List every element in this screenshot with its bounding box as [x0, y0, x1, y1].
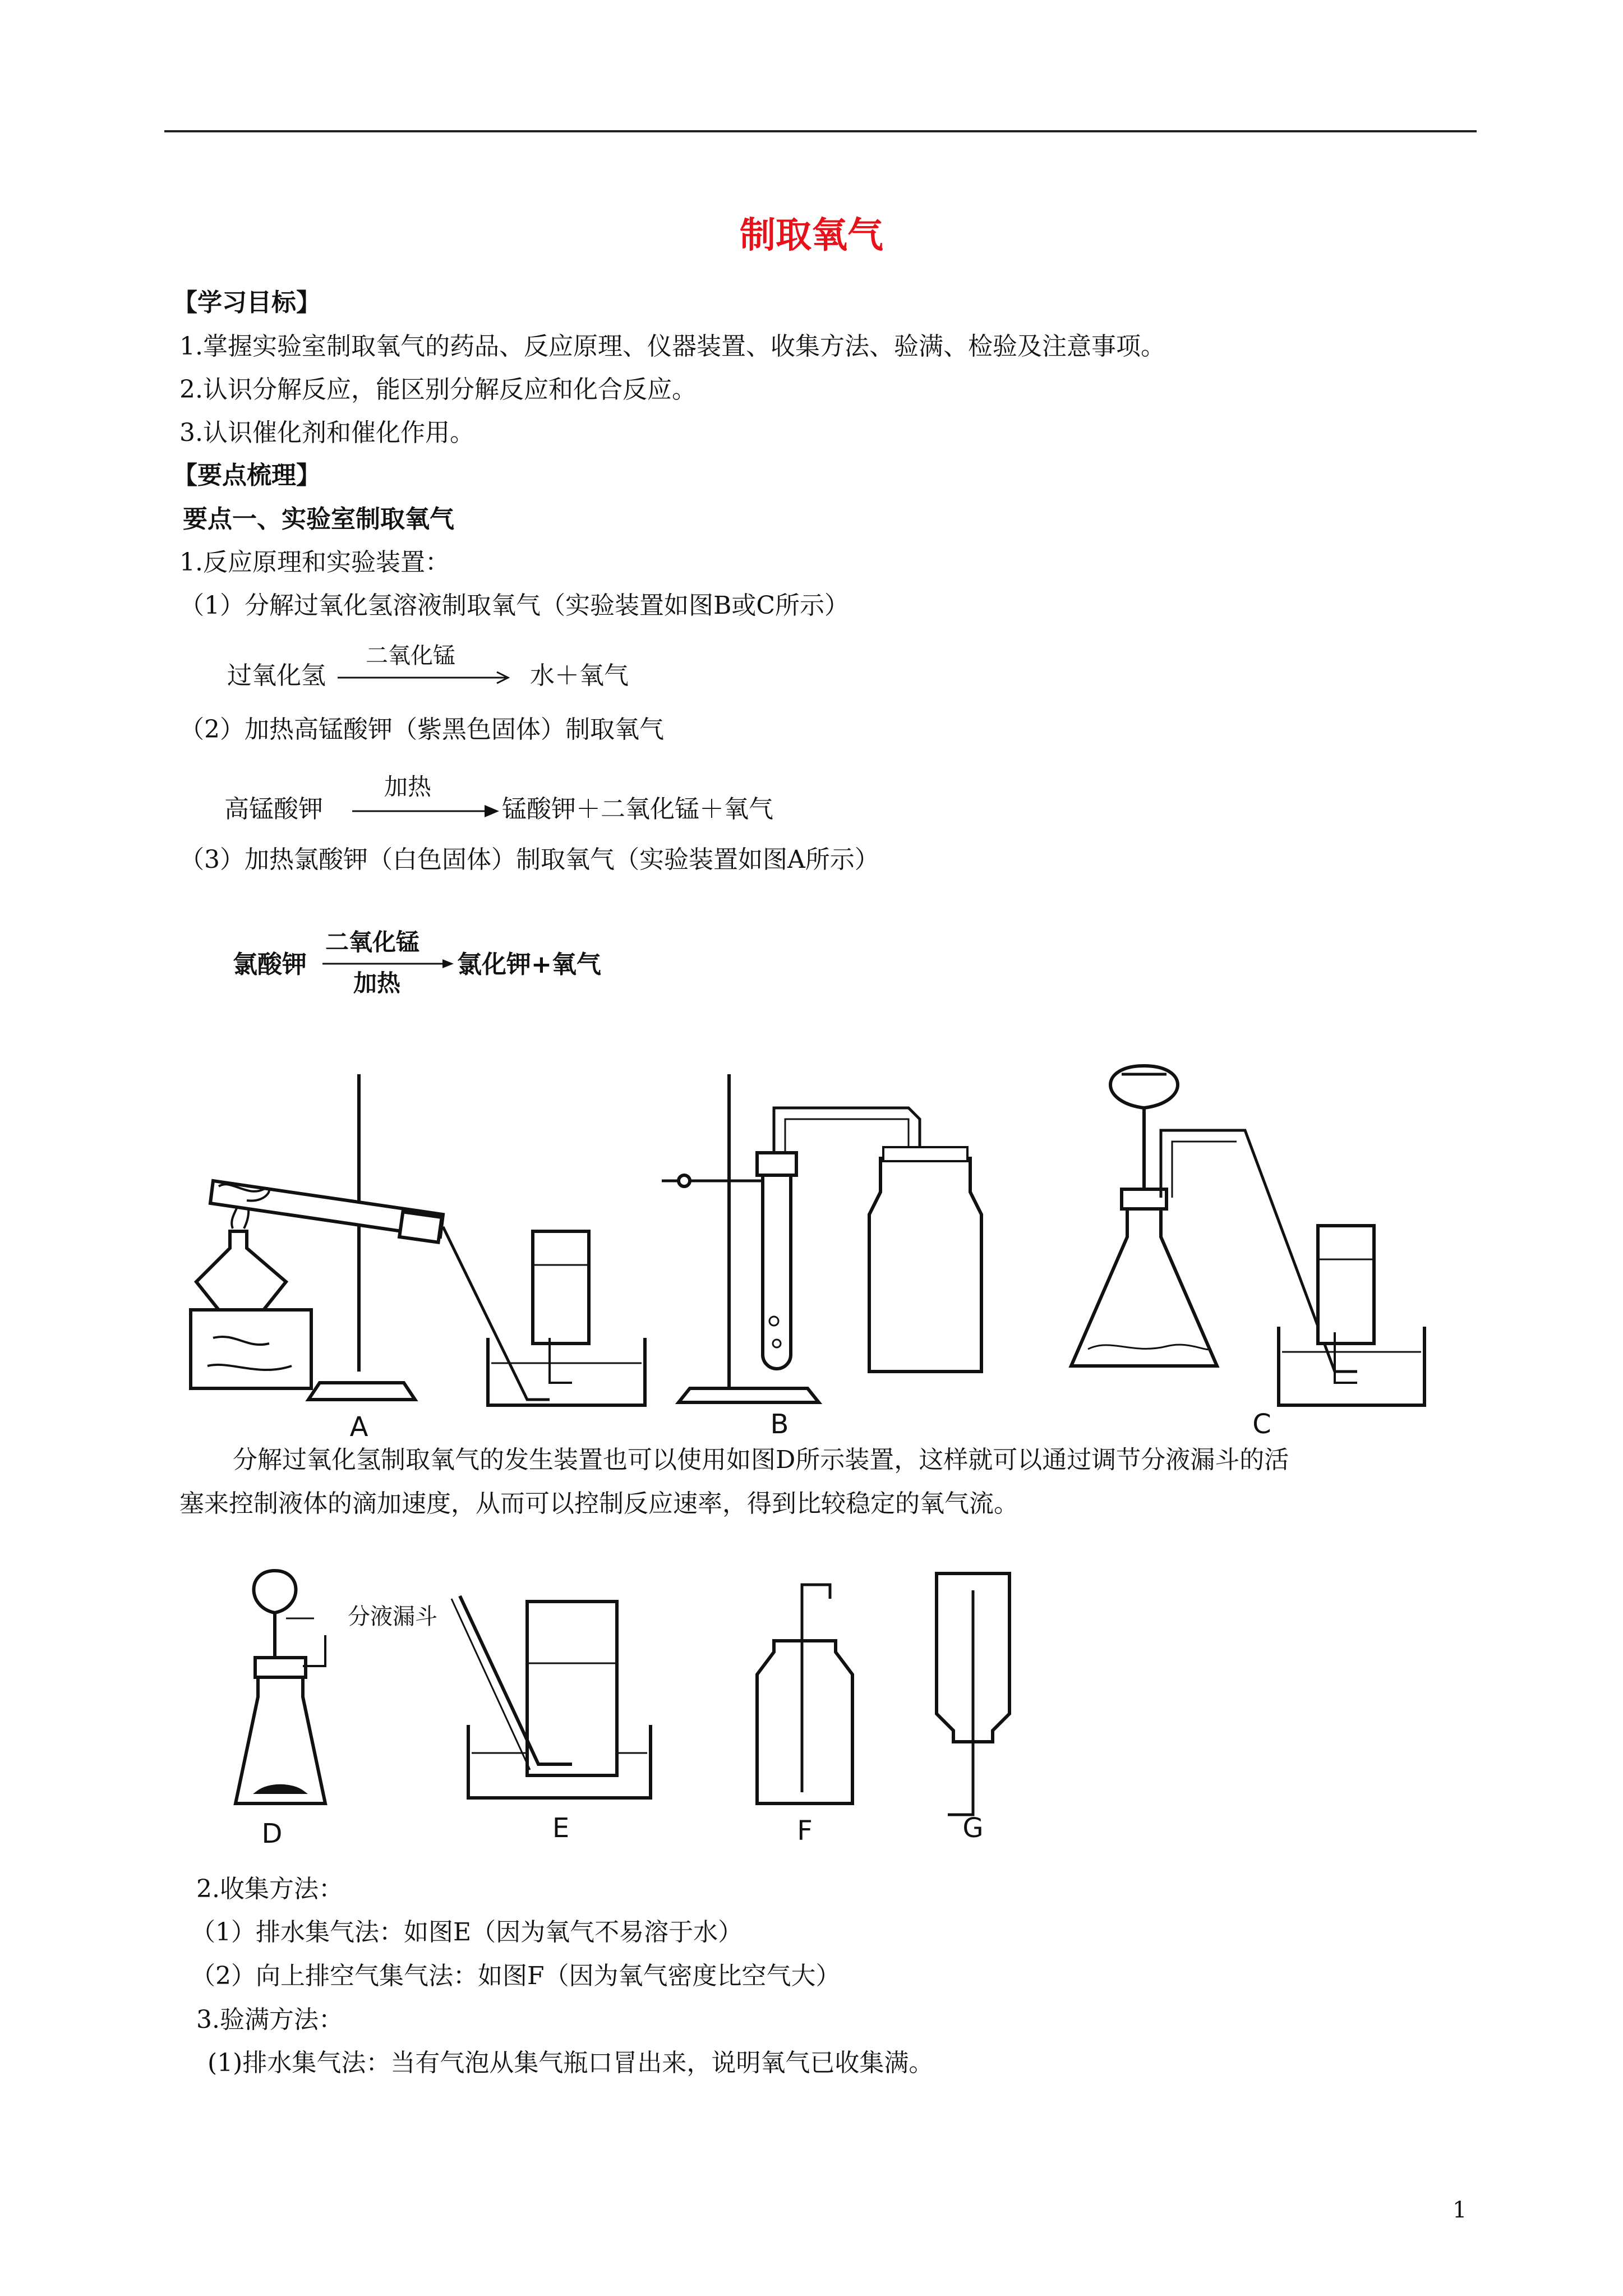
- goals-heading: 【学习目标】: [173, 288, 321, 317]
- apparatus-g: [937, 1573, 1009, 1815]
- figure-label-d: D: [261, 1818, 283, 1849]
- page-title: 制取氧气: [740, 215, 883, 256]
- apparatus-d: [236, 1571, 325, 1803]
- page-number: 1: [1453, 2197, 1467, 2223]
- paragraph-d-line-1: 分解过氧化氢制取氧气的发生装置也可以使用如图D所示装置，这样就可以通过调节分液漏斗的活: [233, 1446, 1289, 1474]
- section-2-title: 2.收集方法：: [196, 1875, 343, 1903]
- reaction-3-desc: （3）加热氯酸钾（白色固体）制取氧气（实验装置如图A所示）: [179, 845, 879, 874]
- figure-label-b: B: [770, 1409, 789, 1440]
- apparatus-c: [1071, 1066, 1424, 1405]
- eq3-condition-top: 二氧化锰: [325, 928, 420, 956]
- full-check-method-1: (1)排水集气法：当有气泡从集气瓶口冒出来，说明氧气已收集满。: [208, 2049, 934, 2077]
- section-1-title: 1.反应原理和实验装置：: [179, 548, 450, 577]
- paragraph-d-line-2: 塞来控制液体的滴加速度，从而可以控制反应速率，得到比较稳定的氧气流。: [179, 1489, 1018, 1518]
- eq2-arrow: [352, 804, 504, 818]
- eq3-condition-bottom: 加热: [353, 969, 401, 997]
- eq2-products: 锰酸钾＋二氧化锰＋氧气: [502, 795, 773, 823]
- goal-item-2: 2.认识分解反应，能区别分解反应和化合反应。: [179, 375, 697, 404]
- points-heading: 【要点梳理】: [173, 461, 321, 490]
- apparatus-a: [191, 1074, 645, 1405]
- eq2-reactant: 高锰酸钾: [224, 795, 323, 823]
- goal-item-1: 1.掌握实验室制取氧气的药品、反应原理、仪器装置、收集方法、验满、检验及注意事项。: [179, 332, 1165, 361]
- apparatus-f: [757, 1585, 852, 1803]
- apparatus-figure-abc: [179, 1069, 1436, 1443]
- apparatus-figure-defg: [224, 1568, 1290, 1854]
- subheading-1: 要点一、实验室制取氧气: [183, 505, 454, 533]
- reaction-2-desc: （2）加热高锰酸钾（紫黑色固体）制取氧气: [179, 715, 664, 744]
- figure-label-e: E: [552, 1812, 570, 1844]
- reaction-1-desc: （1）分解过氧化氢溶液制取氧气（实验装置如图B或C所示）: [179, 591, 849, 620]
- eq3-arrow: [322, 958, 460, 969]
- figure-label-g: G: [962, 1812, 984, 1844]
- figure-label-f: F: [797, 1815, 813, 1847]
- header-rule: [164, 130, 1477, 132]
- eq3-products: 氯化钾+氧气: [457, 950, 601, 979]
- eq3-reactant: 氯酸钾: [233, 950, 307, 979]
- collect-method-1: （1）排水集气法：如图E（因为氧气不易溶于水）: [191, 1918, 743, 1947]
- figure-label-a: A: [349, 1411, 368, 1443]
- eq1-condition: 二氧化锰: [366, 643, 455, 669]
- funnel-label: 分液漏斗: [348, 1604, 437, 1630]
- collect-method-2: （2）向上排空气集气法：如图F（因为氧气密度比空气大）: [191, 1962, 841, 1990]
- eq1-products: 水＋氧气: [530, 661, 629, 690]
- eq2-condition: 加热: [384, 773, 432, 800]
- figure-label-c: C: [1252, 1409, 1271, 1440]
- apparatus-e: [451, 1596, 651, 1798]
- goal-item-3: 3.认识催化剂和催化作用。: [179, 418, 474, 447]
- eq1-reactant: 过氧化氢: [227, 661, 326, 690]
- section-3-title: 3.验满方法：: [196, 2005, 343, 2034]
- eq1-arrow: [338, 671, 517, 684]
- apparatus-b: [662, 1074, 981, 1402]
